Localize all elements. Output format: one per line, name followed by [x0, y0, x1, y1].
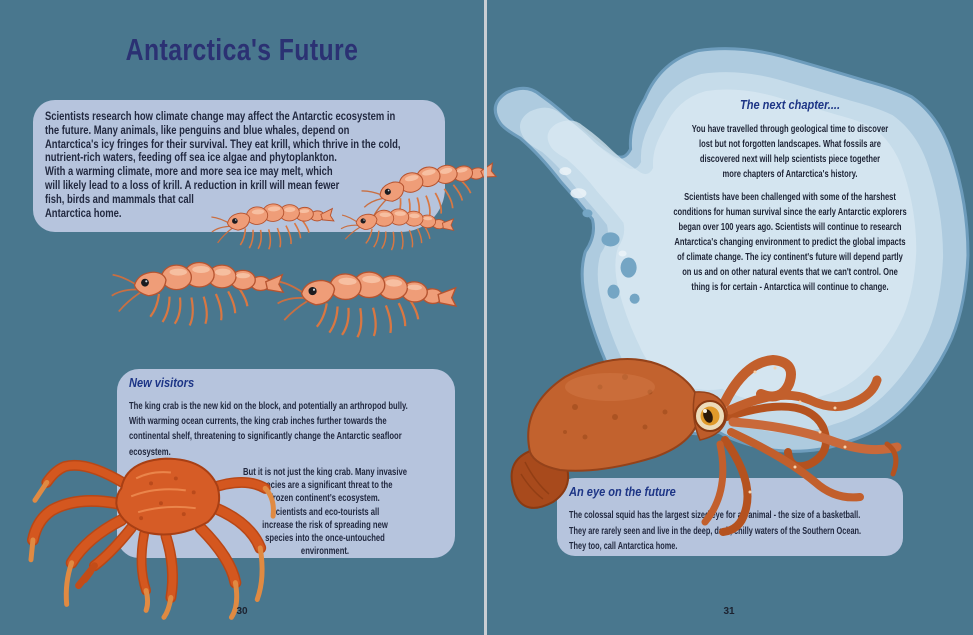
king-crab-illustration: [27, 448, 285, 620]
page-number-right: 31: [723, 606, 735, 617]
next-chapter-paragraph-2: Scientists have been challenged with some of the harshest conditions for human survival since the early Antarctic explorers began over 100 years ago. Scientists will continue to research Antarctica's changing environment to predict the global impacts of climate change. The icy continent's future will depend partly on us and on other natural events that we can't control. One thing is for certain - Antarctica will continue to change.: [673, 191, 907, 293]
page-title: Antarctica's Future: [125, 32, 359, 67]
new-visitors-paragraph-2: But it is not just the king crab. Many invasive species are a significant threat to the frozen continent's ecosystem. Scientists and eco-tourists all increase the risk of spreading new species into the once-untouched environment.: [243, 466, 407, 558]
page-number-left: 30: [236, 606, 248, 617]
krill-illustration: [339, 194, 456, 256]
next-chapter-paragraph-1: You have travelled through geological time to discover lost but not forgotten landscapes. What fossils are discovered next will help scientists piece together more chapters of Antarctica's history.: [691, 123, 889, 180]
new-visitors-heading: New visitors: [129, 375, 195, 390]
eye-on-future-paragraph: The colossal squid has the largest sized eye for an animal - the size of a basketball. They are rarely seen and live in the deep, dark, chilly waters of the Southern Ocean. They too, call Antarctica home.: [569, 509, 862, 552]
colossal-squid-illustration: [505, 332, 905, 542]
next-chapter-heading: The next chapter....: [739, 97, 841, 112]
krill-illustration: [274, 249, 459, 346]
new-visitors-paragraph-1: The king crab is the new kid on the block, and potentially an arthropod bully. With warming ocean currents, the king crab inches further towards the continental shelf, threatening to significantly change the Antarctic seafloor ecosystem.: [129, 400, 408, 458]
krill-illustration: [110, 243, 285, 331]
intro-paragraph: Scientists research how climate change may affect the Antarctic ecosystem in the future. Many animals, like penguins and blue whales, depend on Antarctica's icy fringes for their survival. They eat krill, which thrive in the cold, nutrient-rich waters, feeding off sea ice algae and phytoplankton. With a warming climate, more and more sea ice may melt, which will likely lead to a loss of krill. A reduction in krill will mean fewer fish, birds and mammals that call Antarctica home.: [45, 111, 401, 220]
eye-on-future-heading: An eye on the future: [569, 484, 676, 499]
page-gutter-divider: [484, 0, 487, 635]
